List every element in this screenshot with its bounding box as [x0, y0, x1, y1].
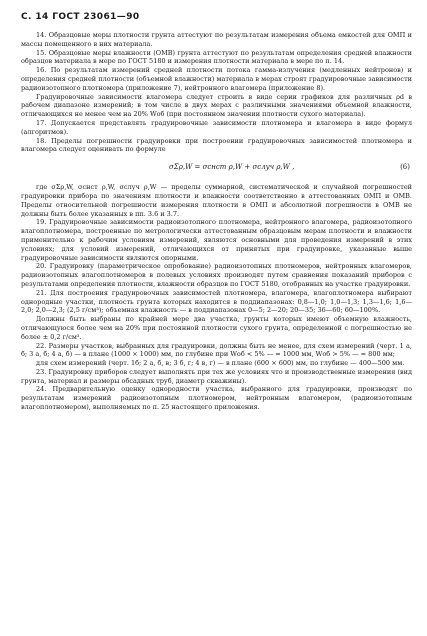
paragraph: 22. Размеры участков, выбранных для градуировки, должны быть не менее, для схем измерений (черт. 1 а, б; 3 а, б; 4 а, б) — в плане (1000 × 1000) мм, по глубине при Wоб < 5% — ≈ 1000 мм, Wоб > 5% — ≈ 800 мм;: [21, 341, 412, 359]
paragraph: 18. Пределы погрешности градуировки при построении градуировочных зависимостей плотномера и влагомера следует оценивать по формуле: [21, 136, 412, 154]
document-body: [21, 31, 412, 412]
formula-expression: σΣρ,W = σснст ρ,W + σслуч ρ,W ,: [169, 163, 295, 172]
formula-number: (6): [400, 163, 410, 172]
paragraph: где σΣρ,W, σснст ρ,W, σслуч ρ,W — пределы суммарной, систематической и случайной погрешностей градуировки прибора по значениям плотности и влажности соответственно в аттестованных ОМП и ОМВ. Пределы относительной погрешности измерения плотности в ОМП и абсолютной погрешности в ОМВ не должны быть более указанных в пп. 3.6 и 3.7.: [21, 183, 412, 218]
paragraph: 15. Образцовые меры влажности (ОМВ) грунта аттестуют по результатам определения средней влажности образцов материала в мере по ГОСТ 5180 и измерения плотности материала в мере по п. 14.: [21, 48, 412, 66]
paragraph: 24. Предварительную оценку однородности участка, выбранного для градуировки, производят по результатам измерений радиоизотопным плотномером, нейтронным влагомером, (радиоизотопным влагоплотномером), выполняемых по п. 25 настоящего приложения.: [21, 385, 412, 412]
formula-block: [21, 157, 412, 179]
paragraph: Градуировочные зависимости влагомера следует строить в виде серии графиков для различных ρd в рабочем диапазоне измерений; в том числе в двух мерах с различными значениями объемной влажности, отличающихся не менее чем на 20% Wоб (при постоянном значении плотности сухого материала).: [21, 92, 412, 119]
paragraph: 17. Допускается представлять градуировочные зависимости плотномера и влагомера в виде формул (алгоритмов).: [21, 118, 412, 136]
paragraph: 21. Для построения градуировочных зависимостей плотномера, влагомера, влагоплотномера выбирают однородные участки, плотность грунта которых находится в поддиапазонах: 0,8—1,0; 1,0—1,3; 1,3—1,6; 1,6—2,0; 2,0—2,3; (2,5 г/см³); объемная влажность — в поддиапазонах 0—5; 2—20; 20—35; 36—60; 60—100%.: [21, 288, 412, 315]
page-header: С. 14 ГОСТ 23061—90: [21, 12, 140, 22]
paragraph: Должны быть выбраны по крайней мере два участка, грунты которых имеют объемную влажность, отличающуюся более чем на 20% при постоянной плотности сухого грунта, определенной с погрешностью не более ± 0,2 г/см³.: [21, 315, 412, 341]
paragraph: 20. Градуировку (параметрическое опробование) радиоизотопных плотномеров, нейтронных влагомеров, радиоизотопных влагоплотномеров в полевых условиях производят путем сравнения показаний приборов с результатами определения плотности, влажности образцов по ГОСТ 5180, отобранных на участке градуировки.: [21, 262, 412, 288]
paragraph: 23. Градуировку приборов следует выполнять при тех же условиях что и производственные измерения (вид грунта, материал и размеры обсадных труб, диаметр скважины).: [21, 367, 412, 385]
paragraph: 16. По результатам измерений средней плотности потока гамма-излучения (медленных нейтронов) и определения средней плотности (объемной влажности) материала в мерах строят градуировочные зависимости радиоизотопного плотномера (приложение 7), нейтронного влагомера (приложение 8).: [21, 66, 412, 92]
paragraph: для схем измерений (черт. 1б; 2 а, б, в; 3 б, г; 4 в, г) — в плане (600 × 600) мм, по глубине — 400—500 мм.: [36, 359, 405, 368]
paragraph: 14. Образцовые меры плотности грунта аттестуют по результатам измерения объема емкостей для ОМП и массы помещенного в них материала.: [21, 31, 412, 48]
paragraph: 19. Градуировочные зависимости радиоизотопного плотномера, нейтронного влагомера, радиоизотопного влагоплотномера, построенные по метрологически аттестованным образцовым мерам плотности и влажности применительно к рабочим условиям измерений, являются основными для проведения измерений в этих условиях; для условий измерений, отличающихся от принятых при градуировке, указанные выше градуировочные зависимости являются опорными.: [21, 218, 412, 262]
